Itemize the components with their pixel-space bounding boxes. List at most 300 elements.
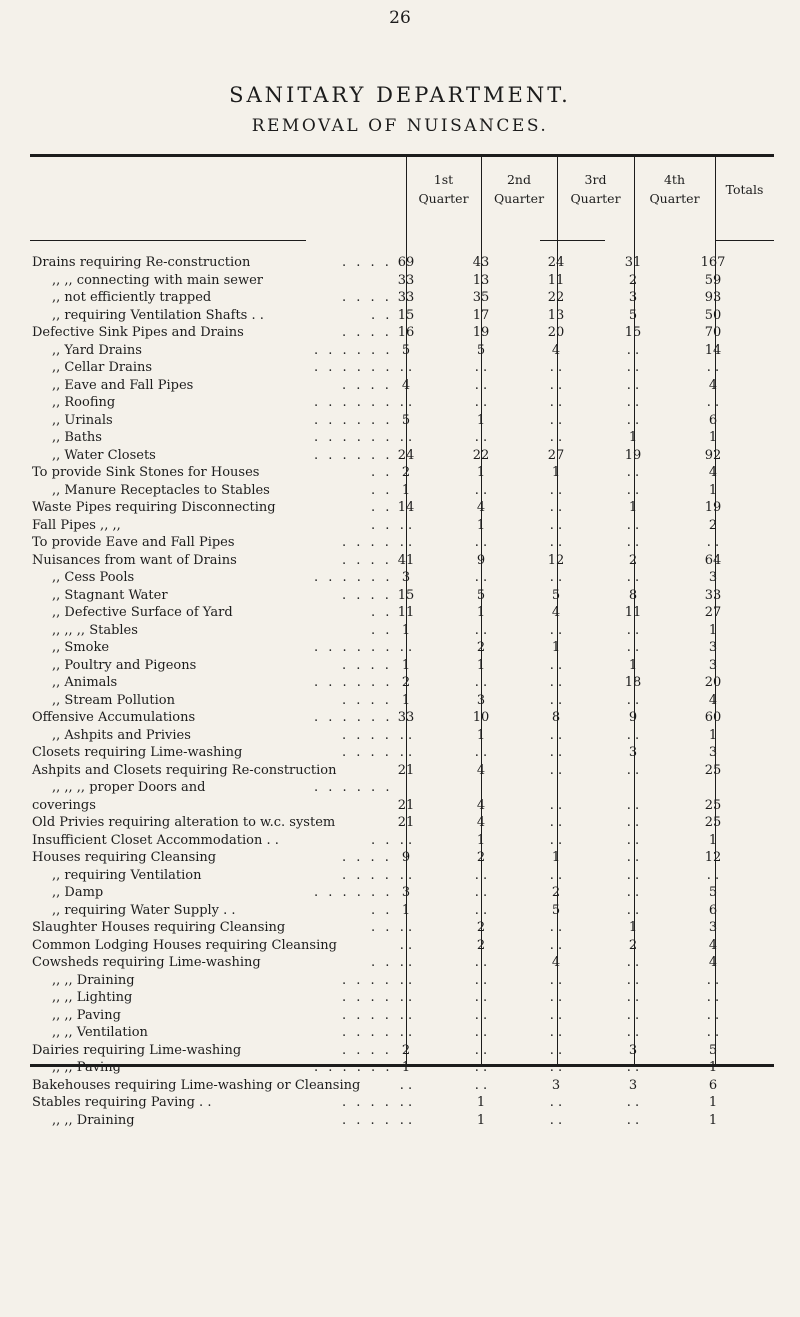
table-row [0, 272, 800, 290]
row-dot-leader: . . . . [342, 867, 392, 883]
row-value-q1: 41 [397, 552, 415, 568]
row-total: 27 [704, 605, 722, 620]
row-dot-leader: . . . . [342, 1095, 392, 1110]
row-value-q2: . . [474, 430, 488, 445]
row-value-q2: 1 [476, 1095, 486, 1110]
nuisance-table-body [0, 254, 800, 1129]
row-value-q4: 11 [624, 605, 642, 620]
row-total: 4 [708, 465, 718, 480]
table-row [0, 674, 800, 692]
row-value-q1: . . [399, 990, 413, 1005]
table-row [0, 1059, 800, 1077]
row-total: 5 [708, 885, 718, 900]
row-dot-leader: . . . . [342, 745, 392, 760]
row-value-q4: . . [626, 570, 640, 585]
row-value-q2: . . [474, 972, 488, 988]
row-label: ,, Cess Pools [52, 570, 135, 585]
row-total: 50 [704, 307, 722, 323]
row-label: ,, Yard Drains [52, 342, 142, 358]
row-value-q2: . . [474, 1060, 488, 1075]
row-total: 25 [704, 797, 722, 813]
row-value-q3: . . [549, 622, 563, 638]
row-total: 3 [708, 570, 718, 585]
row-value-q3: 20 [547, 325, 565, 340]
row-value-q4: 3 [628, 290, 638, 305]
row-label: ,, Stream Pollution [52, 692, 175, 708]
row-label: ,, Damp [52, 885, 104, 900]
row-value-q3: . . [549, 832, 563, 848]
row-value-q3: 2 [551, 885, 561, 900]
row-dot-leader: . . [371, 517, 393, 533]
row-value-q2: 1 [476, 412, 486, 428]
row-value-q3: . . [549, 675, 563, 690]
row-total: 1 [708, 727, 718, 743]
table-row [0, 867, 800, 885]
page-title: SANITARY DEPARTMENT. [229, 83, 571, 107]
row-value-q3: . . [549, 990, 563, 1005]
row-value-q1: . . [399, 517, 413, 533]
row-value-q4: . . [626, 342, 640, 358]
table-row [0, 657, 800, 675]
row-value-q4: . . [626, 955, 640, 970]
row-value-q4: . . [626, 815, 640, 830]
row-total: 4 [708, 377, 718, 393]
row-value-q4: . . [626, 692, 640, 708]
table-row [0, 429, 800, 447]
row-value-q1: 15 [397, 587, 415, 603]
row-value-q4: . . [626, 990, 640, 1005]
row-label: ,, requiring Ventilation [52, 867, 202, 883]
row-value-q1: 2 [401, 1042, 411, 1058]
row-dot-leader: . . . . [342, 325, 392, 340]
table-row [0, 254, 800, 272]
row-total: . . [706, 1025, 720, 1040]
row-value-q4: 19 [624, 447, 642, 463]
table-row [0, 359, 800, 377]
header-underline [30, 240, 306, 241]
row-total: 14 [704, 342, 722, 358]
row-value-q4: 2 [628, 552, 638, 568]
row-value-q1: 3 [401, 885, 411, 900]
row-total: . . [706, 535, 720, 550]
row-value-q4: 2 [628, 937, 638, 953]
row-total: 1 [708, 430, 718, 445]
header-underline [540, 240, 605, 241]
row-value-q2: 4 [476, 762, 486, 778]
row-value-q4: 31 [624, 255, 642, 270]
row-total: 64 [704, 552, 722, 568]
row-value-q1: 33 [397, 710, 415, 725]
row-value-q2: 4 [476, 797, 486, 813]
row-value-q3: . . [549, 745, 563, 760]
row-total: 19 [704, 500, 722, 515]
row-value-q3: . . [549, 482, 563, 498]
row-label: ,, Eave and Fall Pipes [52, 377, 194, 393]
row-label: ,, ,, Lighting [52, 990, 133, 1005]
row-label: ,, Ashpits and Privies [52, 727, 191, 743]
row-value-q1: 15 [397, 307, 415, 323]
row-value-q2: 9 [476, 552, 486, 568]
row-value-q3: 8 [551, 710, 561, 725]
row-value-q2: 13 [472, 272, 490, 288]
row-value-q3: . . [549, 657, 563, 673]
table-row [0, 464, 800, 482]
row-label: ,, Smoke [52, 640, 110, 655]
row-total: 4 [708, 937, 718, 953]
row-label: coverings [32, 797, 96, 813]
row-total: 33 [704, 587, 722, 603]
row-dot-leader: . . . . [342, 552, 392, 568]
table-row [0, 937, 800, 955]
row-total: . . [706, 867, 720, 883]
row-dot-leader: . . . . . . [314, 430, 393, 445]
table-row [0, 1094, 800, 1112]
table-row [0, 744, 800, 762]
row-label: ,, Cellar Drains [52, 360, 153, 375]
table-row [0, 307, 800, 325]
row-total: . . [706, 990, 720, 1005]
row-value-q2: 1 [476, 605, 486, 620]
row-dot-leader: . . . . [342, 972, 392, 988]
row-dot-leader: . . . . . . [314, 710, 393, 725]
row-dot-leader: . . [371, 832, 393, 848]
row-total: 2 [708, 517, 718, 533]
table-row [0, 849, 800, 867]
row-value-q3: . . [549, 1025, 563, 1040]
row-value-q4: . . [626, 640, 640, 655]
row-value-q1: . . [399, 1112, 413, 1128]
row-total: 25 [704, 762, 722, 778]
row-value-q2: 4 [476, 815, 486, 830]
table-row [0, 517, 800, 535]
row-value-q1: 2 [401, 465, 411, 480]
row-value-q3: . . [549, 1095, 563, 1110]
row-dot-leader: . . [371, 500, 393, 515]
table-row [0, 727, 800, 745]
row-value-q1: . . [399, 955, 413, 970]
row-value-q2: . . [474, 1077, 488, 1093]
row-value-q3: . . [549, 727, 563, 743]
row-label: ,, not efficiently trapped [52, 290, 212, 305]
row-value-q1: 1 [401, 1060, 411, 1075]
row-value-q1: 11 [397, 605, 415, 620]
row-label: ,, ,, Paving [52, 1060, 121, 1075]
row-dot-leader: . . . . . . [314, 675, 393, 690]
table-row [0, 972, 800, 990]
row-value-q2: . . [474, 395, 488, 410]
row-value-q4: . . [626, 622, 640, 638]
row-value-q1: 69 [397, 255, 415, 270]
table-row [0, 692, 800, 710]
row-value-q4: . . [626, 1095, 640, 1110]
row-total: . . [706, 972, 720, 988]
table-row [0, 289, 800, 307]
row-label: Closets requiring Lime-washing [32, 745, 243, 760]
row-value-q3: . . [549, 360, 563, 375]
row-dot-leader: . . . . [342, 657, 392, 673]
row-value-q2: 2 [476, 640, 486, 655]
table-row [0, 394, 800, 412]
row-value-q3: . . [549, 920, 563, 935]
row-value-q4: . . [626, 1112, 640, 1128]
row-value-q4: . . [626, 832, 640, 848]
row-label-continuation: ,, ,, ,, proper Doors and [52, 780, 206, 795]
table-row [0, 832, 800, 850]
row-value-q2: . . [474, 885, 488, 900]
row-value-q2: 17 [472, 307, 490, 323]
table-row [0, 569, 800, 587]
row-dot-leader: . . . . . . [314, 780, 393, 795]
table-row [0, 1024, 800, 1042]
table-top-rule [30, 154, 774, 157]
table-row [0, 412, 800, 430]
row-value-q1: 33 [397, 290, 415, 305]
table-row [0, 482, 800, 500]
row-dot-leader: . . . . [342, 1007, 392, 1023]
row-total: 6 [708, 902, 718, 918]
row-dot-leader: . . . . [342, 727, 392, 743]
row-label: Stables requiring Paving . . [32, 1095, 212, 1110]
row-dot-leader: . . . . . . [314, 360, 393, 375]
row-value-q3: . . [549, 500, 563, 515]
row-value-q3: . . [549, 867, 563, 883]
row-value-q4: 3 [628, 745, 638, 760]
row-value-q4: . . [626, 465, 640, 480]
row-value-q2: . . [474, 867, 488, 883]
row-dot-leader: . . . . [342, 290, 392, 305]
row-value-q2: . . [474, 955, 488, 970]
page-number: 26 [389, 8, 411, 28]
table-row [0, 342, 800, 360]
row-value-q4: 1 [628, 500, 638, 515]
row-value-q3: 4 [551, 605, 561, 620]
row-total: 59 [704, 272, 722, 288]
table-row [0, 1007, 800, 1025]
row-total: 3 [708, 640, 718, 655]
column-header-q2: 2nd Quarter [493, 172, 545, 206]
row-value-q4: . . [626, 1025, 640, 1040]
row-value-q4: . . [626, 482, 640, 498]
row-value-q3: 3 [551, 1077, 561, 1093]
row-dot-leader: . . . . [342, 1112, 392, 1128]
row-value-q2: 3 [476, 692, 486, 708]
row-value-q1: 14 [397, 500, 415, 515]
row-value-q4: . . [626, 797, 640, 813]
row-total: 1 [708, 1112, 718, 1128]
row-value-q3: . . [549, 815, 563, 830]
row-dot-leader: . . . . [342, 990, 392, 1005]
row-value-q3: . . [549, 1060, 563, 1075]
table-row [0, 499, 800, 517]
row-value-q1: 1 [401, 657, 411, 673]
row-total: 167 [700, 255, 726, 270]
table-row [0, 1077, 800, 1095]
row-value-q2: . . [474, 745, 488, 760]
row-value-q4: 1 [628, 430, 638, 445]
row-dot-leader: . . [371, 622, 393, 638]
row-dot-leader: . . [371, 955, 393, 970]
row-value-q3: 12 [547, 552, 565, 568]
row-value-q3: 1 [551, 465, 561, 480]
row-label: Offensive Accumulations [32, 710, 196, 725]
row-value-q3: 27 [547, 447, 565, 463]
row-value-q2: 1 [476, 657, 486, 673]
row-total: . . [706, 360, 720, 375]
row-label: ,, Urinals [52, 412, 113, 428]
row-value-q2: 1 [476, 832, 486, 848]
row-value-q4: 2 [628, 272, 638, 288]
row-value-q2: . . [474, 1007, 488, 1023]
row-total: 6 [708, 412, 718, 428]
header-underline [715, 240, 774, 241]
row-value-q1: 21 [397, 815, 415, 830]
row-value-q1: . . [399, 937, 413, 953]
row-value-q1: . . [399, 1077, 413, 1093]
row-dot-leader: . . . . . . [314, 640, 393, 655]
row-dot-leader: . . [371, 605, 393, 620]
row-label: Waste Pipes requiring Disconnecting [32, 500, 276, 515]
table-row [0, 954, 800, 972]
row-dot-leader: . . . . [342, 535, 392, 550]
row-value-q4: 18 [624, 675, 642, 690]
row-value-q2: 5 [476, 342, 486, 358]
row-label: Houses requiring Cleansing [32, 850, 217, 865]
row-value-q4: . . [626, 972, 640, 988]
row-value-q4: 1 [628, 920, 638, 935]
row-value-q4: . . [626, 1007, 640, 1023]
row-label: ,, ,, ,, Stables [52, 622, 138, 638]
row-value-q2: . . [474, 990, 488, 1005]
row-value-q3: . . [549, 797, 563, 813]
row-value-q2: 5 [476, 587, 486, 603]
column-header-q1: 1st Quarter [418, 172, 469, 206]
row-dot-leader: . . . . . . [314, 570, 393, 585]
row-total: 70 [704, 325, 722, 340]
row-value-q4: 15 [624, 325, 642, 340]
table-row [0, 552, 800, 570]
row-label: ,, Manure Receptacles to Stables [52, 482, 270, 498]
row-value-q1: . . [399, 832, 413, 848]
row-value-q4: . . [626, 867, 640, 883]
row-value-q2: 1 [476, 465, 486, 480]
row-label: ,, Water Closets [52, 447, 156, 463]
row-label: ,, Poultry and Pigeons [52, 657, 197, 673]
row-total: . . [706, 395, 720, 410]
row-total: 1 [708, 1060, 718, 1075]
row-label: Insufficient Closet Accommodation . . [32, 832, 279, 848]
row-value-q1: . . [399, 972, 413, 988]
row-label: ,, ,, Paving [52, 1007, 121, 1023]
row-value-q2: . . [474, 377, 488, 393]
table-row [0, 324, 800, 342]
row-value-q3: . . [549, 937, 563, 953]
row-value-q3: 1 [551, 850, 561, 865]
row-value-q4: . . [626, 1060, 640, 1075]
row-value-q1: 1 [401, 902, 411, 918]
row-value-q1: 4 [401, 377, 411, 393]
row-label: ,, Roofing [52, 395, 116, 410]
table-row [0, 622, 800, 640]
table-row [0, 447, 800, 465]
row-label: ,, Stagnant Water [52, 587, 168, 603]
row-value-q3: . . [549, 395, 563, 410]
row-value-q1: . . [399, 360, 413, 375]
row-value-q1: 2 [401, 675, 411, 690]
row-total: 1 [708, 482, 718, 498]
table-row [0, 587, 800, 605]
row-value-q2: 1 [476, 1112, 486, 1128]
row-value-q4: 3 [628, 1042, 638, 1058]
row-label: Ashpits and Closets requiring Re-construction [32, 762, 337, 778]
row-label: Drains requiring Re-construction [32, 255, 251, 270]
row-value-q2: 19 [472, 325, 490, 340]
row-value-q3: . . [549, 1042, 563, 1058]
row-value-q4: 1 [628, 657, 638, 673]
row-value-q3: 13 [547, 307, 565, 323]
row-value-q4: . . [626, 902, 640, 918]
row-total: 92 [704, 447, 722, 463]
row-value-q1: 1 [401, 482, 411, 498]
row-total: 6 [708, 1077, 718, 1093]
row-total: 3 [708, 745, 718, 760]
row-value-q1: . . [399, 1007, 413, 1023]
table-row [0, 1112, 800, 1130]
row-value-q3: . . [549, 430, 563, 445]
row-value-q4: . . [626, 377, 640, 393]
table-row [0, 762, 800, 780]
row-value-q3: 5 [551, 902, 561, 918]
row-value-q2: 10 [472, 710, 490, 725]
row-value-q1: 21 [397, 762, 415, 778]
table-row [0, 534, 800, 552]
row-value-q1: 33 [397, 272, 415, 288]
row-value-q2: . . [474, 1025, 488, 1040]
row-label: ,, Animals [52, 675, 118, 690]
row-dot-leader: . . . . . . [314, 1060, 393, 1075]
row-label: Common Lodging Houses requiring Cleansing [32, 937, 337, 953]
row-dot-leader: . . [371, 482, 393, 498]
row-value-q4: . . [626, 762, 640, 778]
row-value-q3: 5 [551, 587, 561, 603]
row-value-q3: 24 [547, 255, 565, 270]
row-value-q3: . . [549, 1112, 563, 1128]
table-row [0, 377, 800, 395]
row-value-q2: 35 [472, 290, 490, 305]
row-dot-leader: . . [371, 307, 393, 323]
row-value-q1: 9 [401, 850, 411, 865]
row-dot-leader: . . [371, 920, 393, 935]
table-row [0, 814, 800, 832]
row-value-q1: 5 [401, 412, 411, 428]
row-dot-leader: . . . . [342, 692, 392, 708]
row-total: 4 [708, 692, 718, 708]
row-value-q1: . . [399, 745, 413, 760]
row-label: ,, requiring Water Supply . . [52, 902, 236, 918]
row-label: Defective Sink Pipes and Drains [32, 325, 244, 340]
row-value-q3: 4 [551, 955, 561, 970]
row-label: ,, ,, Draining [52, 972, 135, 988]
column-header-totals: Totals [725, 182, 764, 197]
row-value-q1: 5 [401, 342, 411, 358]
row-label: Dairies requiring Lime-washing [32, 1042, 242, 1058]
row-value-q3: . . [549, 412, 563, 428]
row-value-q1: 21 [397, 797, 415, 813]
row-label: To provide Sink Stones for Houses [32, 465, 260, 480]
row-dot-leader: . . . . . . [314, 412, 393, 428]
row-value-q3: . . [549, 377, 563, 393]
table-row [0, 639, 800, 657]
row-value-q2: . . [474, 675, 488, 690]
